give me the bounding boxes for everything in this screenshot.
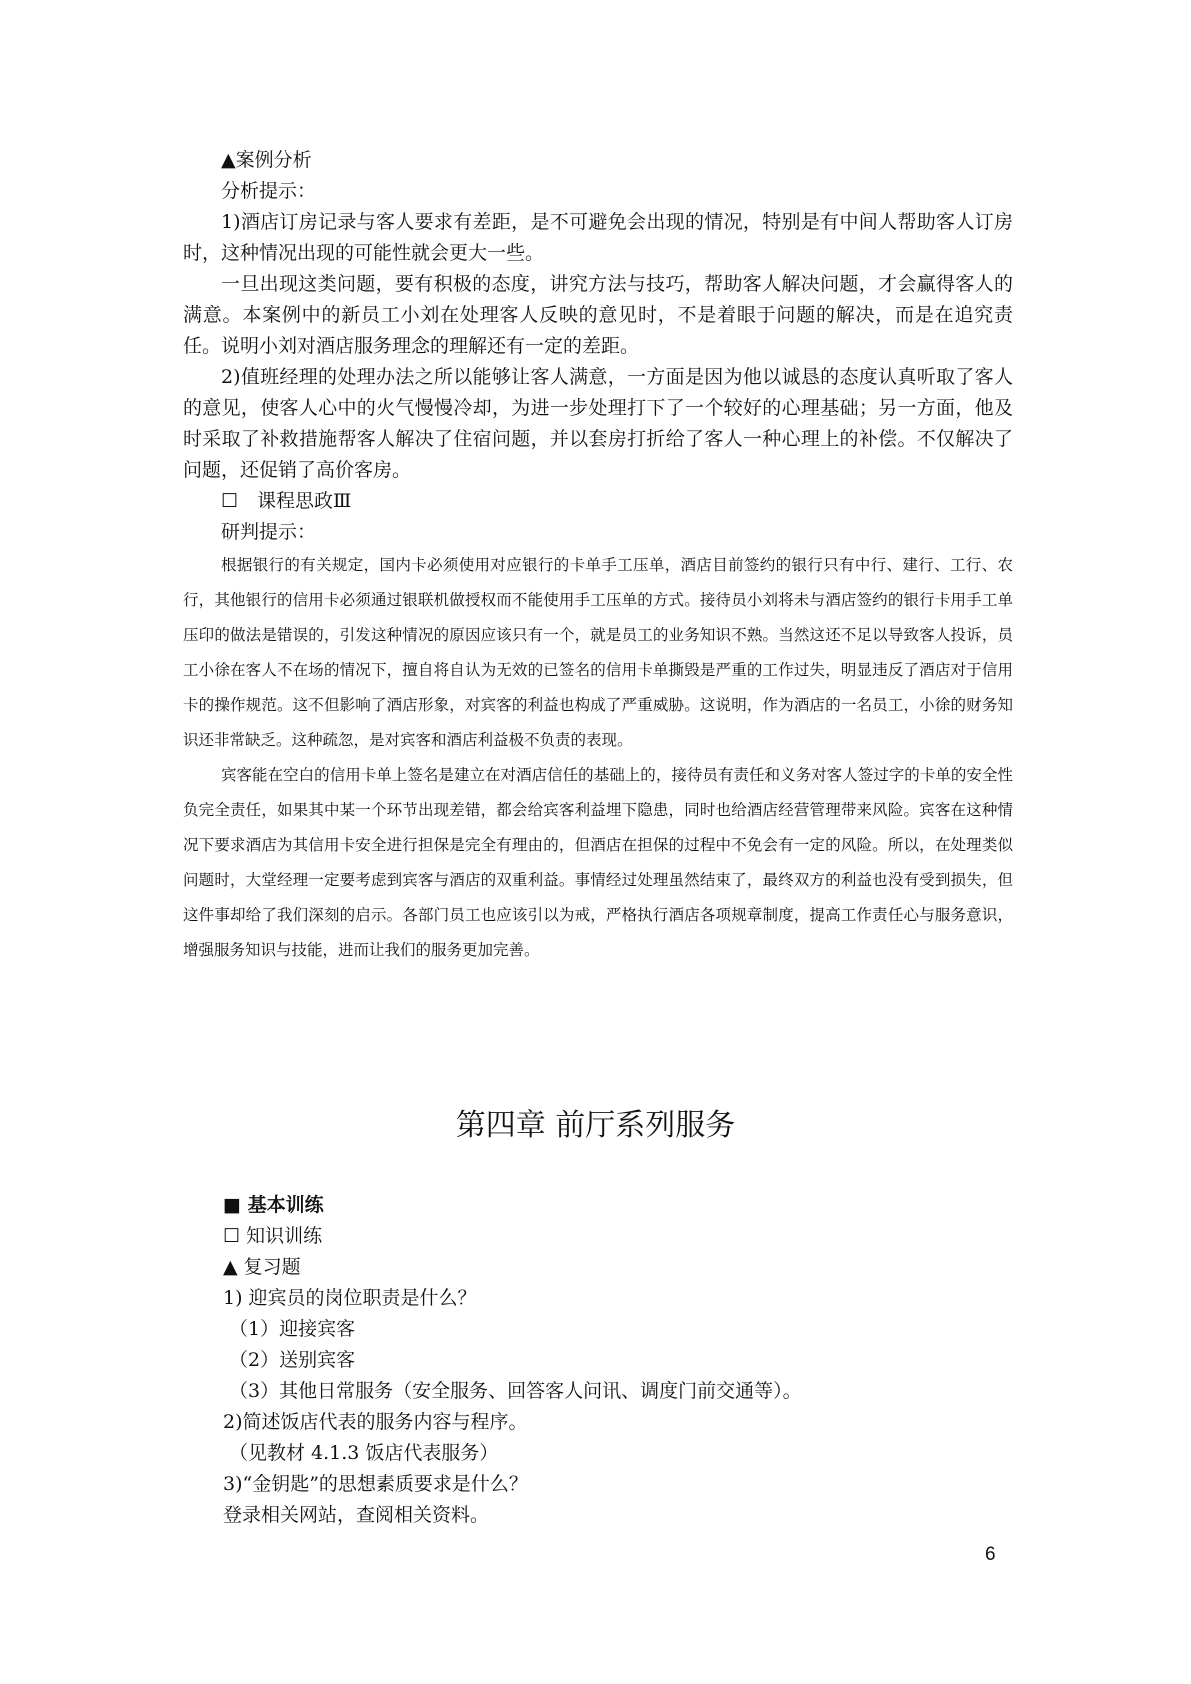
question-1-answer-1: （1）迎接宾客 — [229, 1318, 356, 1340]
knowledge-training-heading: ☐ 知识训练 — [223, 1225, 323, 1247]
question-1: 1) 迎宾员的岗位职责是什么？ — [223, 1287, 477, 1309]
main-text-block — [183, 145, 1013, 968]
training-section — [223, 1190, 1003, 1531]
question-2: 2)简述饭店代表的服务内容与程序。 — [223, 1411, 528, 1433]
question-2-answer: （见教材 4.1.3 饭店代表服务） — [229, 1442, 499, 1464]
analysis-paragraph-3: 2)值班经理的处理办法之所以能够让客人满意，一方面是因为他以诚恳的态度认真听取了客人的意见，使客人心中的火气慢慢冷却，为进一步处理打下了一个较好的心理基础；另一方面，他及时采取了补救措施帮客人解决了住宿问题，并以套房打折给了客人一种心理上的补偿。不仅解决了问题，还促销了高价客房。 — [183, 366, 1013, 481]
page-number: 6 — [985, 1544, 996, 1565]
chapter-title: 第四章 前厅系列服务 — [455, 1108, 736, 1143]
judgement-hint-label: 研判提示： — [221, 521, 317, 543]
ideology-paragraph-2: 宾客能在空白的信用卡单上签名是建立在对酒店信任的基础上的，接待员有责任和义务对客人签过字的卡单的安全性负完全责任，如果其中某一个环节出现差错，都会给宾客利益埋下隐患，同时也给酒店经营管理带来风险。宾客在这种情况下要求酒店为其信用卡安全进行担保是完全有理由的，但酒店在担保的过程中不免会有一定的风险。所以，在处理类似问题时，大堂经理一定要考虑到宾客与酒店的双重利益。事情经过处理虽然结束了，最终双方的利益也没有受到损失，但这件事却给了我们深刻的启示。各部门员工也应该引以为戒，严格执行酒店各项规章制度，提高工作责任心与服务意识，增强服务知识与技能，进而让我们的服务更加完善。 — [183, 766, 1013, 959]
analysis-paragraph-2: 一旦出现这类问题，要有积极的态度，讲究方法与技巧，帮助客人解决问题，才会赢得客人的满意。本案例中的新员工小刘在处理客人反映的意见时，不是着眼于问题的解决，而是在追究责任。说明小刘对酒店服务理念的理解还有一定的差距。 — [183, 273, 1013, 357]
question-1-answer-2: （2）送别宾客 — [229, 1349, 356, 1371]
case-analysis-heading: ▲案例分析 — [221, 149, 312, 171]
question-3-answer: 登录相关网站，查阅相关资料。 — [223, 1504, 490, 1526]
ideology-paragraph-1: 根据银行的有关规定，国内卡必须使用对应银行的卡单手工压单，酒店目前签约的银行只有中行、建行、工行、农行，其他银行的信用卡必须通过银联机做授权而不能使用手工压单的方式。接待员小刘将未与酒店签约的银行卡用手工单压印的做法是错误的，引发这种情况的原因应该只有一个，就是员工的业务知识不熟。当然这还不足以导致客人投诉，员工小徐在客人不在场的情况下，擅自将自认为无效的已签名的信用卡单撕毁是严重的工作过失，明显违反了酒店对于信用卡的操作规范。这不但影响了酒店形象，对宾客的利益也构成了严重威胁。这说明，作为酒店的一名员工，小徐的财务知识还非常缺乏。这种疏忽，是对宾客和酒店利益极不负责的表现。 — [183, 556, 1013, 749]
analysis-hint-label: 分析提示： — [221, 180, 317, 202]
question-3: 3)“金钥匙”的思想素质要求是什么？ — [223, 1473, 528, 1495]
analysis-paragraph-1: 1)酒店订房记录与客人要求有差距，是不可避免会出现的情况，特别是有中间人帮助客人订房时，这种情况出现的可能性就会更大一些。 — [183, 211, 1013, 264]
review-questions-heading: ▲ 复习题 — [223, 1256, 301, 1278]
question-1-answer-3: （3）其他日常服务（安全服务、回答客人问讯、调度门前交通等）。 — [229, 1380, 802, 1402]
basic-training-heading: ■ 基本训练 — [223, 1194, 324, 1216]
ideology-heading: ☐ 课程思政Ⅲ — [221, 490, 352, 512]
